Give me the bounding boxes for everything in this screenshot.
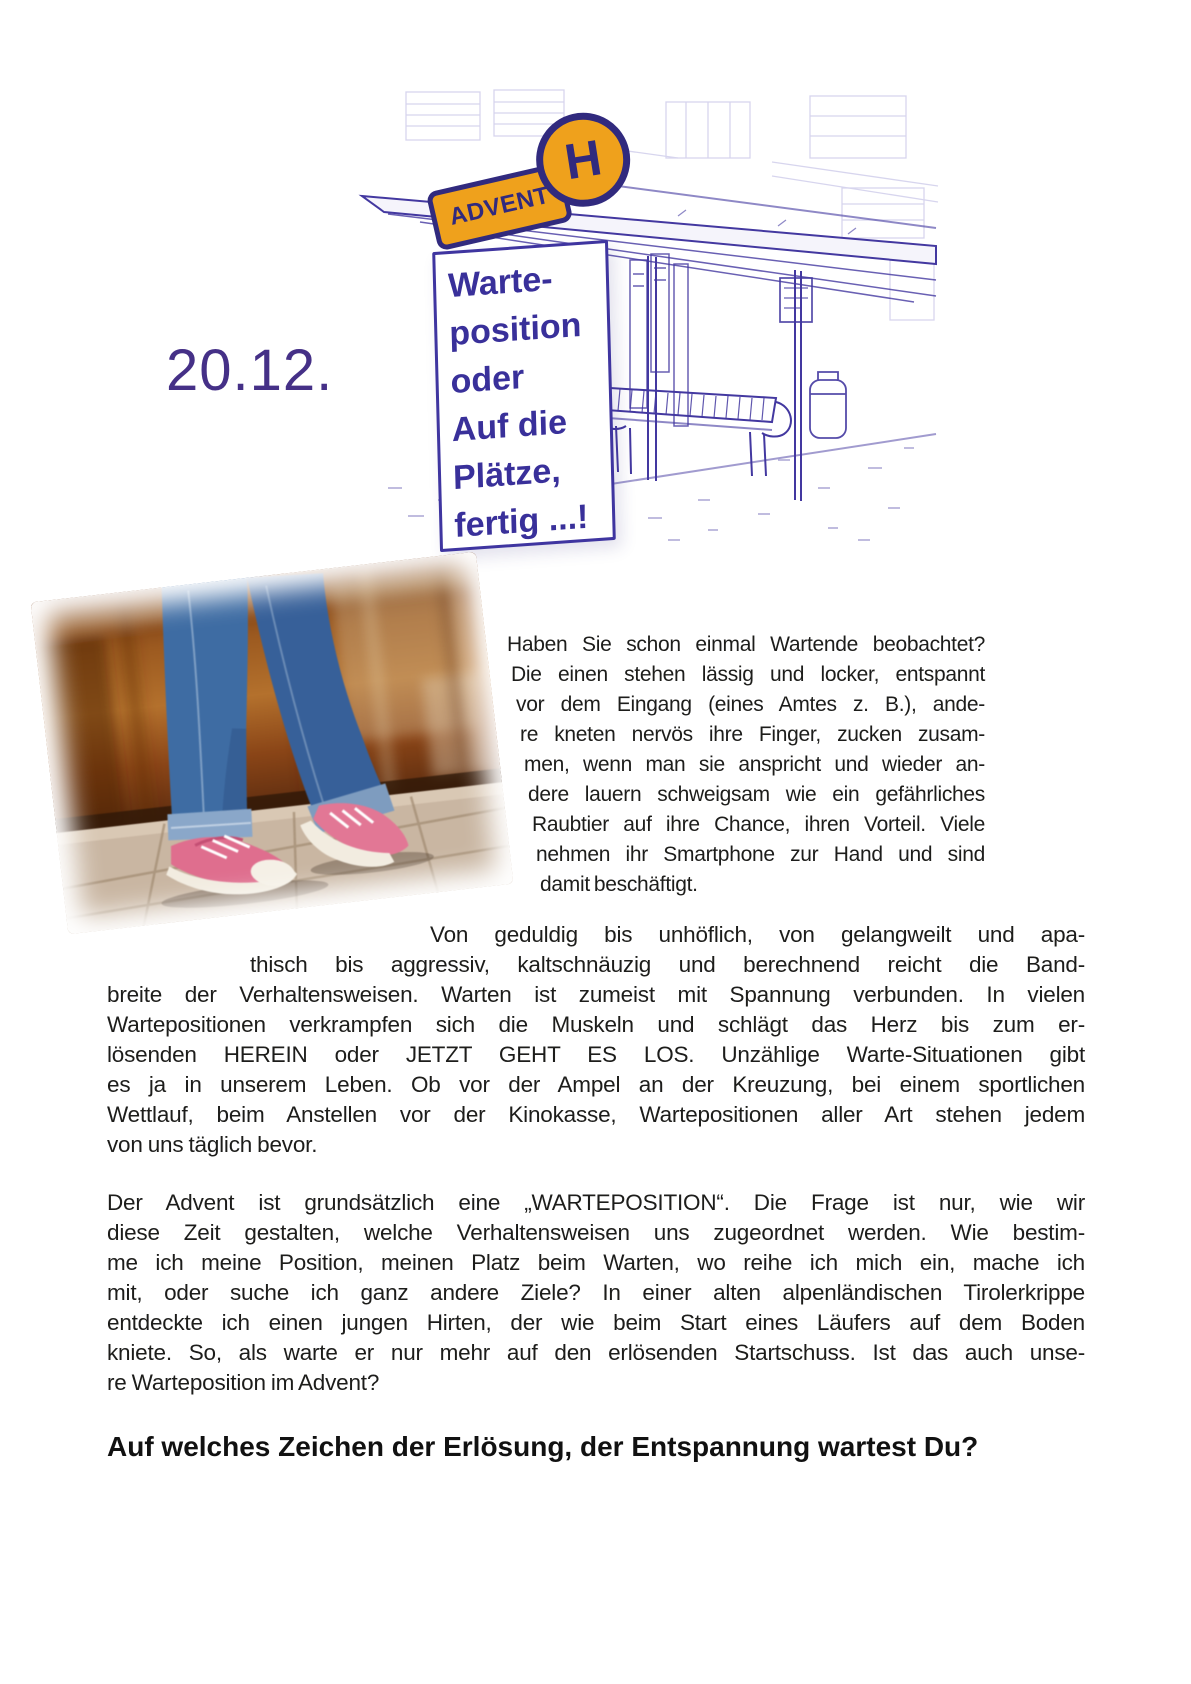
paragraph-line: es ja in unserem Leben. Ob vor der Ampel an der Kreuzung, bei einem sportlichen	[107, 1072, 1085, 1097]
paragraph-line: vor dem Eingang (eines Amtes z. B.), ande-	[516, 693, 985, 716]
paragraph-line: thisch bis aggressiv, kaltschnäuzig und berechnend reicht die Band-	[250, 952, 1085, 977]
panel-handwritten-line: Auf die	[451, 403, 568, 450]
paragraph-waiting-behaviour	[107, 920, 1085, 1160]
paragraph-line: nehmen ihr Smartphone zur Hand und sind	[536, 843, 985, 866]
paragraph-line: Der Advent ist grundsätzlich eine „WARTEPOSITION“. Die Frage ist nur, wie wir	[107, 1190, 1085, 1215]
paragraph-observing-waiters	[107, 630, 985, 900]
paragraph-line: damit beschäftigt.	[540, 873, 698, 896]
paragraph-line: Haben Sie schon einmal Wartende beobachtet?	[507, 633, 985, 656]
closing-question: Auf welches Zeichen der Erlösung, der Entspannung wartest Du?	[107, 1431, 979, 1462]
panel-handwritten-line: fertig ...!	[453, 497, 589, 546]
paragraph-line: diese Zeit gestalten, welche Verhaltensweisen uns zugeordnet werden. Wie bestim-	[107, 1220, 1085, 1245]
paragraph-line: me ich meine Position, meinen Platz beim Warten, wo reihe ich mich ein, mache ich	[107, 1250, 1085, 1275]
shelter-glass-panel	[432, 240, 616, 552]
bus-stop-illustration	[348, 88, 948, 553]
panel-handwritten-line: position	[448, 305, 582, 354]
paragraph-line: Wettlauf, beim Anstellen vor der Kinokasse, Wartepositionen aller Art stehen jedem	[107, 1102, 1085, 1127]
paragraph-line: lösenden HEREIN oder JETZT GEHT ES LOS. Unzählige Warte-Situationen gibt	[107, 1042, 1085, 1067]
paragraph-line: Raubtier auf ihre Chance, ihren Vorteil. Viele	[532, 813, 985, 836]
paragraph-line: von uns täglich bevor.	[107, 1132, 318, 1157]
paragraph-line: breite der Verhaltensweisen. Warten ist zumeist mit Spannung verbunden. In vielen	[107, 982, 1085, 1007]
paragraph-line: entdeckte ich einen jungen Hirten, der wie beim Start eines Läufers auf dem Boden	[107, 1310, 1085, 1335]
panel-handwritten-line: Plätze,	[452, 451, 562, 498]
bus-stop-h-label: H	[560, 129, 606, 191]
paragraph-line: kniete. So, als warte er nur mehr auf den erlösenden Startschuss. Ist das auch unse-	[107, 1340, 1085, 1365]
panel-handwritten-line: oder	[450, 357, 525, 402]
paragraph-line: re Warteposition im Advent?	[107, 1370, 380, 1395]
paragraph-line: men, wenn man sie anspricht und wieder an-	[524, 753, 985, 776]
paragraph-line: Von geduldig bis unhöflich, von gelangweilt und apa-	[430, 922, 1085, 947]
paragraph-line: Die einen stehen lässig und locker, entspannt	[511, 663, 985, 686]
advent-sign-label: ADVENT	[446, 181, 553, 231]
date-label: 20.12.	[166, 338, 334, 403]
paragraph-line: mit, oder suche ich ganz andere Ziele? In einer alten alpenländischen Tirolerkrippe	[107, 1280, 1085, 1305]
paragraph-advent-warteposition	[107, 1188, 1085, 1398]
paragraph-line: Wartepositionen verkrampfen sich die Muskeln und schlägt das Herz bis zum er-	[107, 1012, 1085, 1037]
paragraph-line: re kneten nervös ihre Finger, zucken zusam-	[520, 723, 985, 746]
paragraph-line: dere lauern schweigsam wie ein gefährliches	[528, 783, 985, 806]
panel-handwritten-line: Warte-	[447, 259, 553, 306]
